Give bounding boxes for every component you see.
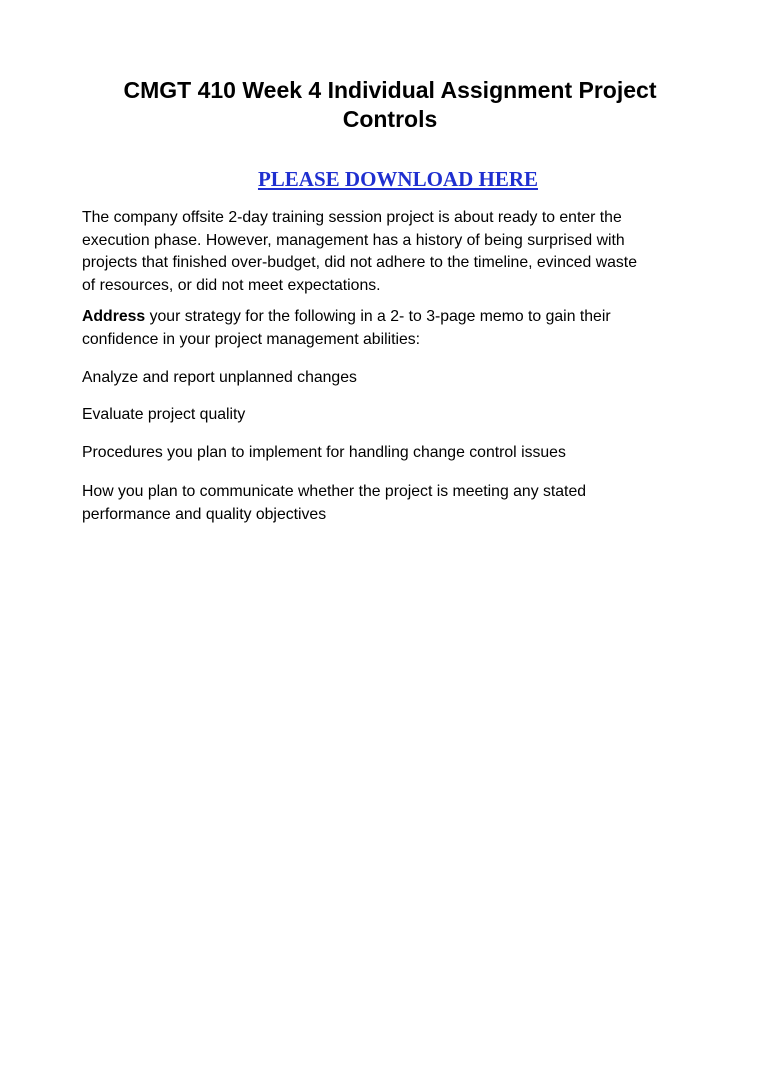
item-communicate-performance (82, 481, 722, 526)
document-title (70, 76, 710, 134)
address-bold-word: Address (82, 308, 146, 325)
title-line-2: Controls (342, 106, 438, 132)
intro-line-2: execution phase. However, management has a history of being surprised with (82, 231, 625, 249)
address-line-2: confidence in your project management abilities: (82, 330, 421, 348)
intro-paragraph (82, 207, 722, 297)
item-communicate-line-1: How you plan to communicate whether the project is meeting any stated (82, 483, 587, 500)
intro-line-4: of resources, or did not meet expectations. (82, 276, 381, 294)
item-project-quality: Evaluate project quality (82, 406, 246, 423)
intro-line-3: projects that finished over-budget, did not adhere to the timeline, evinced waste (82, 254, 637, 271)
address-paragraph (82, 306, 722, 351)
item-change-control: Procedures you plan to implement for handling change control issues (82, 444, 566, 461)
download-link[interactable]: PLEASE DOWNLOAD HERE (257, 167, 539, 191)
address-line-1: your strategy for the following in a 2- to 3-page memo to gain their (145, 308, 611, 325)
item-communicate-line-2: performance and quality objectives (82, 505, 327, 523)
intro-line-1: The company offsite 2-day training session project is about ready to enter the (82, 209, 622, 226)
title-line-1: CMGT 410 Week 4 Individual Assignment Project (123, 77, 657, 103)
item-unplanned-changes: Analyze and report unplanned changes (82, 369, 357, 386)
